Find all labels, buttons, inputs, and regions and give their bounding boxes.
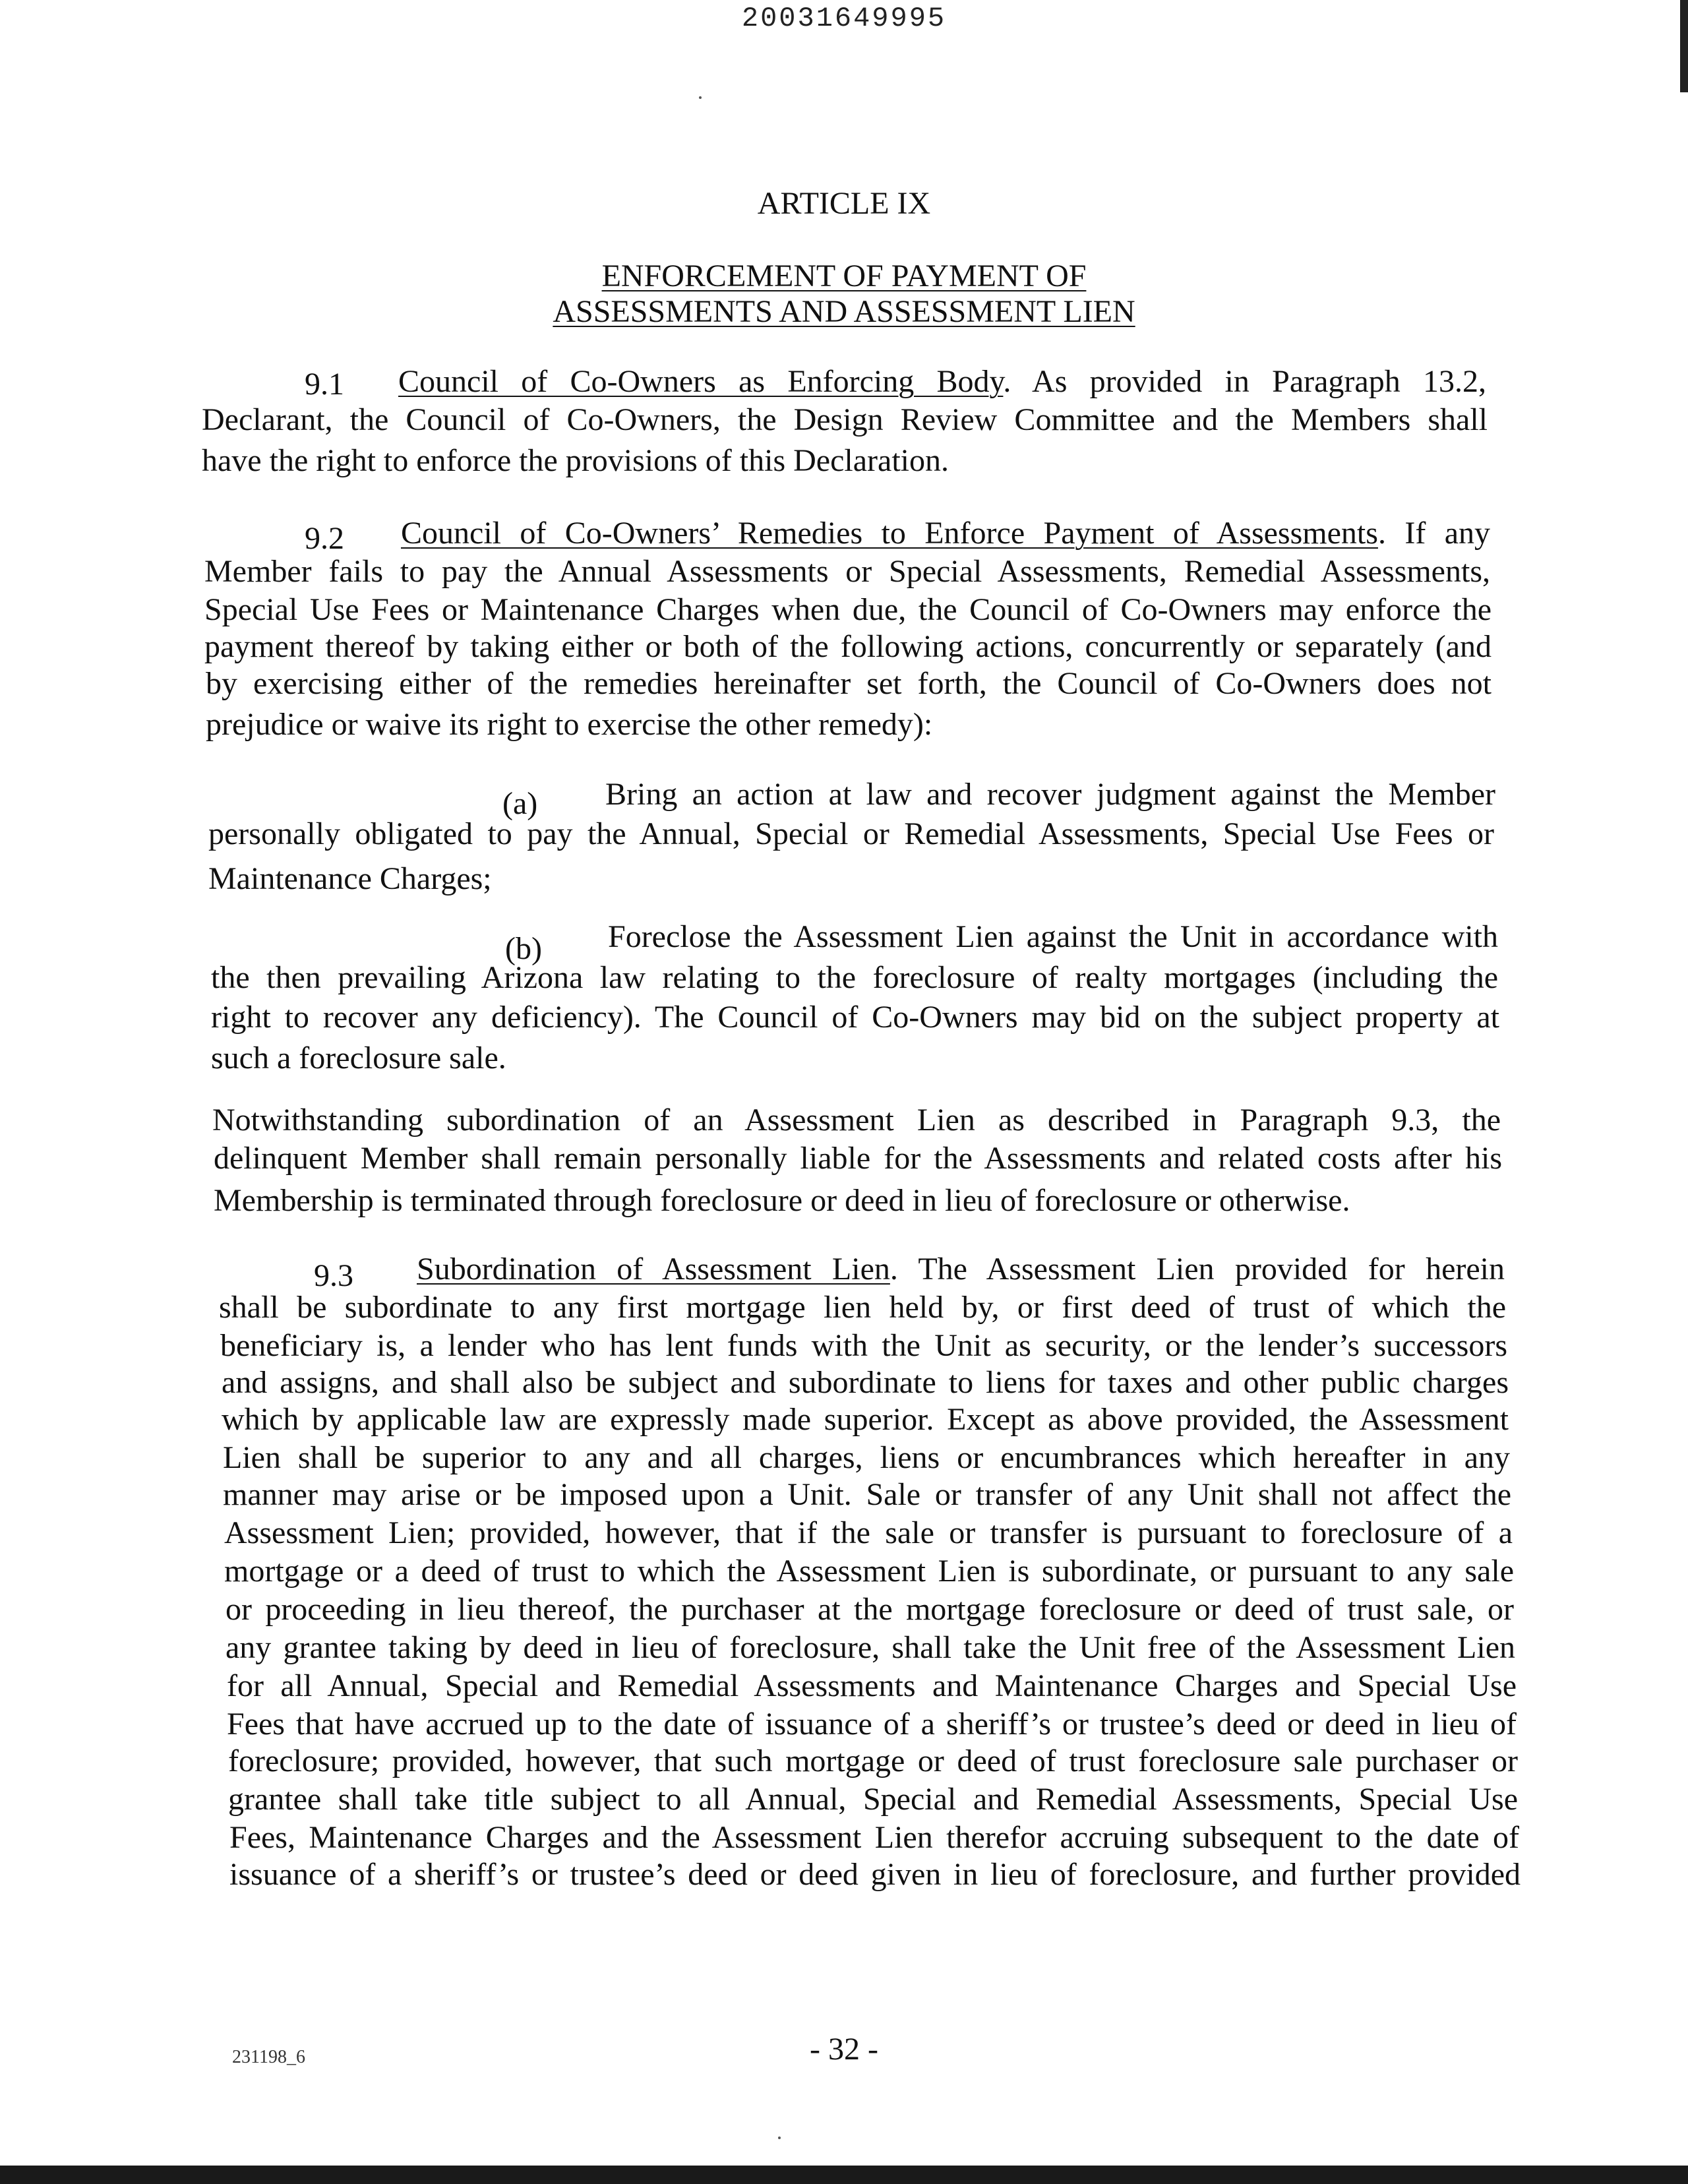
section-9-2-number: 9.2 bbox=[305, 521, 344, 556]
section-9-3-number: 9.3 bbox=[314, 1258, 353, 1293]
section-9-2-line: by exercising either of the remedies hereinafter set forth, the Council of Co-Owners does not bbox=[206, 666, 1492, 701]
section-9-2-line: . If any bbox=[1377, 516, 1490, 551]
section-9-3-line: mortgage or a deed of trust to which the Assessment Lien is subordinate, or pursuant to any sale bbox=[224, 1554, 1514, 1589]
section-9-3-line: grantee shall take title subject to all Annual, Special and Remedial Assessments, Special Use bbox=[228, 1782, 1518, 1817]
section-9-3-line: Lien shall be superior to any and all charges, liens or encumbrances which hereafter in any bbox=[223, 1440, 1510, 1475]
section-9-1-title: Council of Co-Owners as Enforcing Body bbox=[398, 364, 1004, 399]
article-title-line-2 bbox=[0, 294, 1688, 330]
section-9-1-number: 9.1 bbox=[305, 367, 344, 402]
section-9-3-line: which by applicable law are expressly made superior. Except as above provided, the Assessment bbox=[222, 1402, 1509, 1437]
notwithstanding-line: delinquent Member shall remain personally liable for the Assessments and related costs after his bbox=[214, 1141, 1502, 1176]
section-9-2-first-line bbox=[401, 516, 1490, 551]
document-id: 20031649995 bbox=[741, 3, 947, 34]
item-b-line: right to recover any deficiency). The Council of Co-Owners may bid on the subject property at bbox=[211, 1000, 1499, 1035]
item-a-label: (a) bbox=[502, 786, 538, 821]
section-9-3-line: issuance of a sheriff’s or trustee’s deed or deed given in lieu of foreclosure, and further provided bbox=[229, 1857, 1521, 1892]
item-a-line: personally obligated to pay the Annual, Special or Remedial Assessments, Special Use Fees or bbox=[208, 816, 1494, 851]
scan-edge-mark bbox=[1680, 0, 1688, 92]
section-9-3-line: any grantee taking by deed in lieu of foreclosure, shall take the Unit free of the Assessment Lien bbox=[226, 1630, 1515, 1665]
item-a-line: Bring an action at law and recover judgment against the Member bbox=[605, 777, 1495, 812]
scan-bottom-edge bbox=[0, 2166, 1688, 2184]
scan-speck bbox=[778, 2137, 781, 2139]
notwithstanding-line: Notwithstanding subordination of an Assessment Lien as described in Paragraph 9.3, the bbox=[212, 1103, 1501, 1138]
scan-speck bbox=[699, 96, 702, 99]
section-9-1-line: have the right to enforce the provisions of this Declaration. bbox=[202, 443, 949, 478]
section-9-3-line: and assigns, and shall also be subject and subordinate to liens for taxes and other public charges bbox=[222, 1365, 1509, 1400]
article-title-line-1 bbox=[0, 258, 1688, 294]
section-9-3-line: Assessment Lien; provided, however, that if the sale or transfer is pursuant to foreclosure of a bbox=[224, 1515, 1513, 1550]
section-9-3-line: or proceeding in lieu thereof, the purchaser at the mortgage foreclosure or deed of trust sale, or bbox=[226, 1592, 1514, 1627]
section-9-1-line: . As provided in Paragraph 13.2, bbox=[1003, 364, 1486, 399]
article-title-2-text: ASSESSMENTS AND ASSESSMENT LIEN bbox=[553, 294, 1135, 329]
section-9-2-title: Council of Co-Owners’ Remedies to Enforce Payment of Assessments bbox=[401, 516, 1378, 551]
page-number: - 32 - bbox=[810, 2032, 878, 2067]
section-9-3-line: beneficiary is, a lender who has lent funds with the Unit as security, or the lender’s successors bbox=[220, 1328, 1507, 1363]
item-b-label: (b) bbox=[505, 931, 542, 966]
section-9-3-line: foreclosure; provided, however, that such mortgage or deed of trust foreclosure sale purchaser or bbox=[228, 1744, 1518, 1778]
section-9-2-line: Member fails to pay the Annual Assessments or Special Assessments, Remedial Assessments, bbox=[204, 554, 1490, 589]
section-9-3-line: Fees, Maintenance Charges and the Assessment Lien therefor accruing subsequent to the date of bbox=[229, 1820, 1519, 1855]
item-b-line: Foreclose the Assessment Lien against the Unit in accordance with bbox=[608, 919, 1498, 954]
section-9-2-line: Special Use Fees or Maintenance Charges when due, the Council of Co-Owners may enforce the bbox=[204, 592, 1492, 627]
article-number: ARTICLE IX bbox=[757, 186, 931, 221]
section-9-2-line: payment thereof by taking either or both of the following actions, concurrently or separately (and bbox=[204, 629, 1492, 664]
section-9-3-line: . The Assessment Lien provided for herein bbox=[889, 1252, 1505, 1287]
section-9-1-line: Declarant, the Council of Co-Owners, the Design Review Committee and the Members shall bbox=[202, 402, 1488, 437]
section-9-2-line: prejudice or waive its right to exercise the other remedy): bbox=[206, 707, 933, 742]
item-b-line: the then prevailing Arizona law relating to the foreclosure of realty mortgages (including the bbox=[211, 960, 1498, 995]
notwithstanding-line: Membership is terminated through foreclosure or deed in lieu of foreclosure or otherwise. bbox=[214, 1183, 1350, 1218]
item-b-line: such a foreclosure sale. bbox=[211, 1041, 506, 1076]
section-9-3-line: Fees that have accrued up to the date of issuance of a sheriff’s or trustee’s deed or deed in lieu of bbox=[227, 1707, 1517, 1742]
section-9-3-line: for all Annual, Special and Remedial Assessments and Maintenance Charges and Special Use bbox=[227, 1668, 1517, 1703]
section-9-3-first-line bbox=[417, 1252, 1505, 1287]
document-code: 231198_6 bbox=[232, 2047, 305, 2067]
section-9-3-line: shall be subordinate to any first mortgage lien held by, or first deed of trust of which the bbox=[219, 1290, 1506, 1325]
article-title-1-text: ENFORCEMENT OF PAYMENT OF bbox=[601, 258, 1087, 293]
section-9-1-first-line bbox=[398, 364, 1486, 400]
section-9-3-title: Subordination of Assessment Lien bbox=[417, 1252, 890, 1287]
section-9-3-line: manner may arise or be imposed upon a Unit. Sale or transfer of any Unit shall not affect the bbox=[223, 1477, 1511, 1512]
item-a-line: Maintenance Charges; bbox=[208, 861, 492, 896]
